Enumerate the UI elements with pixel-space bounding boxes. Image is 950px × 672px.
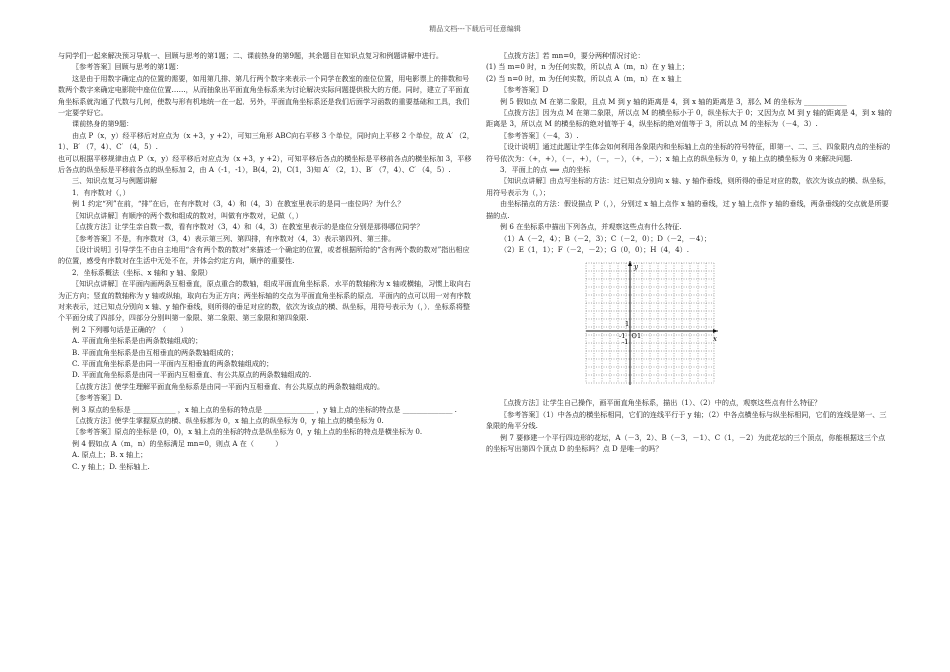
paragraph: 〖点拨方法〗让学生自己操作，画平面直角坐标系，描出（1）、（2）中的点，观察这些点有什么特征？ xyxy=(500,398,822,408)
paragraph: 〖点拨方法〗让学生亲自数一数，看有序数对（3，4）和（4，3）在教室里表示的是座位分别是那得哪位同学？ xyxy=(72,222,424,232)
y-tick-label: 1 xyxy=(625,320,630,329)
paragraph: 〖参考答案〗回顾与思考的第1题： xyxy=(72,62,183,72)
paragraph: 〖参考答案〗（－4，3）. xyxy=(500,130,579,140)
subsection-heading: 2．坐标系概法（坐标、x 轴和 y 轴、象限） xyxy=(72,267,212,277)
subsection-heading: 1．有序数对（，） xyxy=(72,187,130,197)
x-tick-label: -1 xyxy=(619,332,626,341)
option: A. 原点上；B. x 轴上； xyxy=(72,450,148,460)
paragraph: 〖点拨方法〗若 mn=0，要分两种情况讨论： xyxy=(500,51,645,60)
paragraph: 这是由于用数字确定点的位置的需要，如用第几排、第几行两个数字来表示一个同学在教室的座位位置，用电影票上的排数和号数两个数字来确定电影院中座位位置……，从而抽象出平面直角坐标系来为讨论解决实际问题提供极大的方便。同时，建立了平面直角坐标系就沟通了代数与几何，使数与形有机地统一在一起．另外，平面直角坐标系还是我们后面学习函数的重要基础和工具，我们一定要学好它。 xyxy=(58,73,470,118)
example: 例 3 原点的坐标是 ____________ ，x 轴上点的坐标的特点是 ______________ ，y 轴上点的坐标的特点是 ______________ . xyxy=(72,404,457,414)
paragraph: 由点 P（x，y）经平移后对应点为（x +3，y +2），可知三角形 ABC向右平移 3 个单位，同时向上平移 2 个单位，故 A′ （2，1）、B′ （7，4）、C′ （4，5）. xyxy=(58,130,474,152)
paragraph: (2) 当 n=0 时，m 为任何实数，所以点 A（m，n）在 x 轴上 xyxy=(486,73,682,83)
option: D. 平面直角坐标系是由同一平面内互相垂直、有公共原点的两条数轴组成的. xyxy=(72,370,312,380)
right-column xyxy=(486,50,892,454)
coordinate-grid xyxy=(582,259,722,391)
paragraph: 〖设计说明〗通过此题让学生体会如何利用各象限内和坐标轴上点的坐标的符号特征，即第一、二、三、四象限内点的坐标的符号依次为：（+，+），（－，+），（－，－），（+，－）；x 轴上点的纵坐标为 0，y 轴上点的横坐标为 0 来解决问题. xyxy=(486,142,891,163)
paragraph: 由坐标描点的方法：假设描点 P（，），分别过 x 轴上点作 x 轴的垂线，过 y 轴上点作 y 轴的垂线，两条垂线的交点就是所要描的点. xyxy=(486,199,889,220)
left-column xyxy=(58,50,476,472)
point-list: （2）E（1，1）；F（－2，－2）；G（0，0）；H（4，4）. xyxy=(500,244,689,254)
coordinate-grid-svg xyxy=(582,259,722,391)
x-tick-label: 1 xyxy=(637,332,642,341)
paragraph: 〖知识点讲解〗由点写坐标的方法：过已知点分别向 x 轴、y 轴作垂线，则所得的垂足对应的数，依次为该点的横、纵坐标，用符号表示为（，）； xyxy=(486,176,891,197)
example: 例 6 在坐标系中描出下列各点，并观察这些点有什么特征. xyxy=(500,222,682,232)
paragraph: 〖点拨方法〗使学生理解平面直角坐标系是由同一平面内互相垂直、有公共原点的两条数轴组成的。 xyxy=(72,381,385,391)
y-tick-label: -1 xyxy=(622,338,629,347)
page-header: 精品文档---下载后可任意编辑 xyxy=(429,25,521,33)
option: B. 平面直角坐标系是由互相垂直的两条数轴组成的； xyxy=(72,347,238,357)
paragraph: 〖知识点讲解〗在平面内画两条互相垂直，原点重合的数轴，组成平面直角坐标系．水平的数轴称为 x 轴或横轴，习惯上取向右为正方向；竖直的数轴称为 y 轴或纵轴，取向右为正方向；两坐标轴的交点为平面直角坐标系的原点．平面内的点可以用一对有序数对来表示，过已知点分别向 x 轴、y 轴作垂线，则所得的垂足对应的数，依次为该点的横、纵坐标，用符号表示为（，）．坐标系将整个平面分成了四部分，四部分分别叫第一象限、第二象限、第三象限和第四象限. xyxy=(58,279,471,323)
origin-label: O xyxy=(631,332,637,341)
option: C. y 轴上；D. 坐标轴上. xyxy=(72,461,150,471)
paragraph: 〖参考答案〗D xyxy=(500,85,549,95)
paragraph: 〖参考答案〗原点的坐标是 (0，0)，x 轴上点的坐标的特点是纵坐标为 0，y 轴上点的坐标的特点是横坐标为 0. xyxy=(72,427,423,437)
example: 例 2 下列哪句话是正确的？（ ） xyxy=(72,324,188,334)
subsection-heading: 3．平面上的点 ⟺ 点的坐标 xyxy=(500,165,591,175)
section-heading: 三、知识点复习与例题讲解 xyxy=(72,176,158,186)
paragraph: 〖设计说明〗引导学生不由自主地用“含有两个数的数对”来描述一个确定的位置，或者根据所给的“含有两个数的数对”指出相应的位置，感受有序数对在生活中无处不在，并体会约定方向，顺序的重要性. xyxy=(58,244,470,266)
option: A. 平面直角坐标系是由两条数轴组成的； xyxy=(72,336,203,346)
paragraph: 与同学们一起来解决预习导航一、回顾与思考的第1题；二、课前热身的第9题，其余题目在知识点复习和例题讲解中进行。 xyxy=(58,51,443,60)
paragraph: 〖点拨方法〗因为点 M 在第二象限，所以点 M 的横坐标小于 0，纵坐标大于 0；又因为点 M 到 y 轴的距离是 4，到 x 轴的距离是 3，所以点 M 的横坐标的绝对值等于 4，纵坐标的绝对值等于 3，所以点 M 的坐标为（－4，3）. xyxy=(486,108,892,129)
paragraph: 〖点拨方法〗使学生掌握原点的横、纵坐标都为 0，x 轴上点的纵坐标为 0，y 轴上点的横坐标为 0. xyxy=(72,416,384,425)
paragraph: 〖参考答案〗D. xyxy=(72,393,123,403)
grid-lines xyxy=(586,263,714,383)
paragraph: 课前热身的第9题： xyxy=(72,119,134,129)
paragraph: 〖参考答案〗（1）中各点的横坐标相同，它们的连线平行于 y 轴；（2）中各点横坐标与纵坐标相同，它们的连线是第一、三象限的角平分线. xyxy=(486,409,887,431)
option: C. 平面直角坐标系是由同一平面内互相垂直的两条数轴组成的； xyxy=(72,358,274,368)
point-list: （1）A（－2，4）；B（－2，3）；C（－2，0）；D（－2，－4）； xyxy=(500,233,712,243)
example: 例 1 约定“列”在前，“排”在后，在有序数对（3，4）和（4，3）在教室里表示的是同一座位吗？为什么？ xyxy=(72,199,405,209)
x-axis-label: x xyxy=(713,335,717,344)
example: 例 4 假如点 A（m，n）的坐标满足 mn=0，则点 A 在（ ） xyxy=(72,438,283,448)
paragraph: 〖参考答案〗不是，有序数对（3，4）表示第三列、第四排，有序数对（4，3）表示第四列、第三排。 xyxy=(72,233,396,243)
paragraph: 也可以根据平移规律由点 P（x，y）经平移后对应点为（x +3，y +2），可知平移后各点的横坐标是平移前各点的横坐标加 3，平移后各点的纵坐标是平移前各点的纵坐标加 2，由 A（-1，-1），B(4，2)，C(1，3)知 A′ （2，1）、B′ （7，4）、C′ （4，5）. xyxy=(58,153,472,175)
y-axis-label: y xyxy=(634,263,638,272)
y-axis-arrow-icon xyxy=(628,261,632,266)
example: 例 5 假如点 M 在第二象限，且点 M 到 y 轴的距离是 4，到 x 轴的距离是 3，那么 M 的坐标为 ____________ xyxy=(500,96,847,106)
paragraph: 〖知识点讲解〗有顺序的两个数和组成的数对，叫做有序数对，记做（，） xyxy=(72,210,303,220)
example: 例 7 要修建一个平行四边形的花坛，A（－3，2）、B（－3，－1）、C（1，－2）为此花坛的三个顶点，你能根据这三个点的坐标写出第四个顶点 D 的坐标吗？点 D 是唯一的吗？ xyxy=(486,432,886,453)
x-axis-arrow-icon xyxy=(713,329,718,333)
paragraph: (1) 当 m=0 时，n 为任何实数，所以点 A（m，n）在 y 轴上； xyxy=(486,62,689,72)
